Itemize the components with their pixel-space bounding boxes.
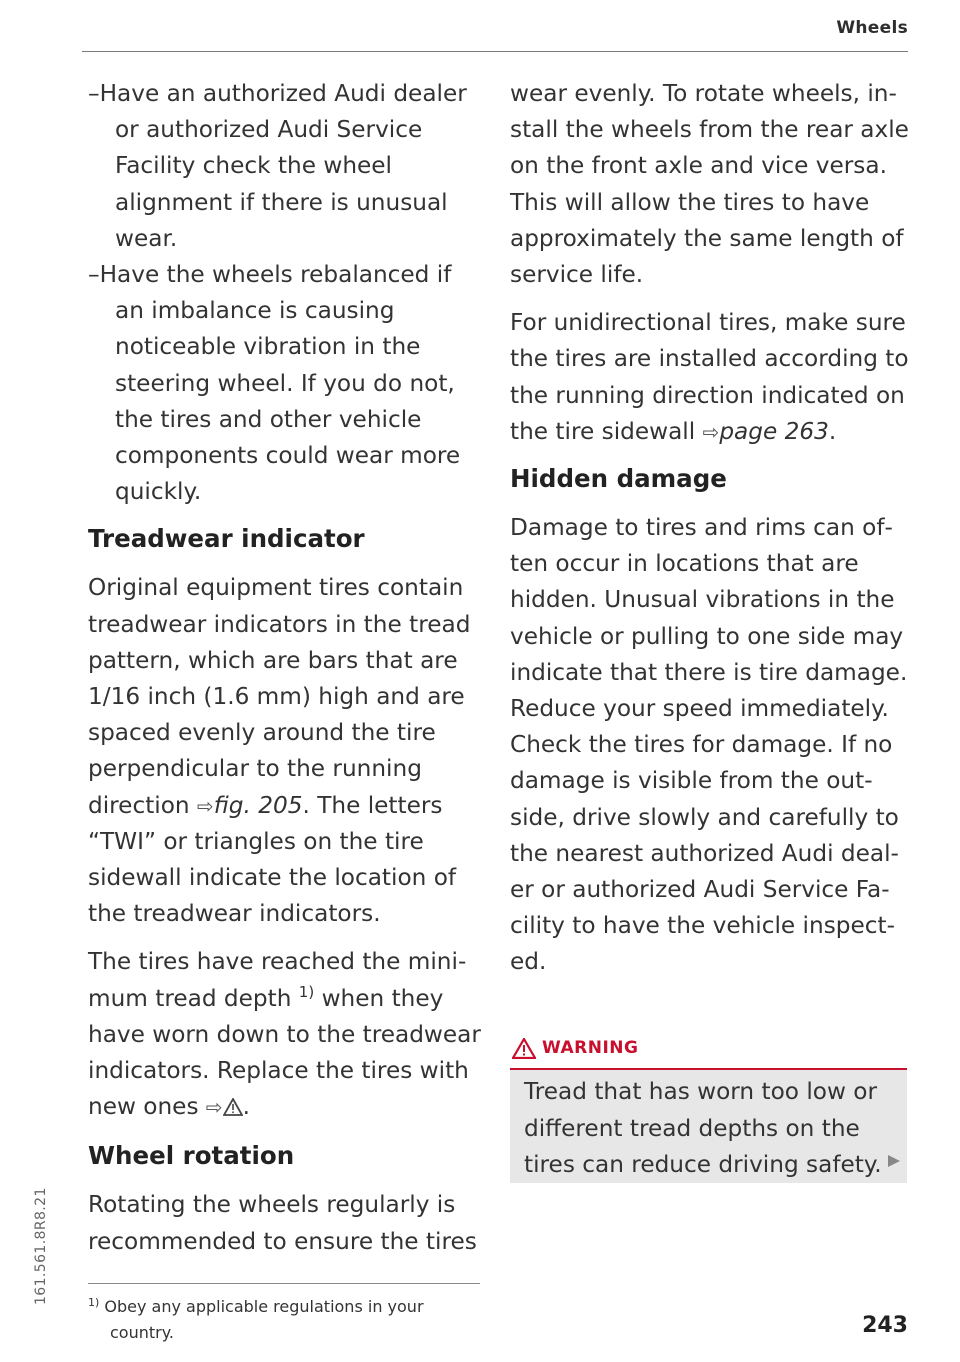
treadwear-paragraph-2: The tires have reached the minimum tread depth $^{1)}$ when they have worn down to the treadwear indicators. Replace the tires with new ones ⇨ . bbox=[88, 944, 483, 1127]
continue-arrow-icon[interactable] bbox=[886, 1153, 902, 1173]
section-heading-hidden-damage: Hidden damage bbox=[510, 464, 727, 494]
list-item: –Have an authorized Audi dealer or authorized Audi Service Facility check the wheel alignment if there is unusual wear. bbox=[88, 80, 467, 252]
paragraph-text: when they have worn down to the treadwear indicators. Replace the tires with new ones bbox=[88, 984, 481, 1121]
left-column bbox=[88, 76, 483, 1260]
figure-reference-link[interactable]: fig. 205 bbox=[213, 791, 303, 819]
page-number: 243 bbox=[862, 1313, 908, 1338]
section-heading-wheel-rotation: Wheel rotation bbox=[88, 1141, 295, 1171]
running-head: Wheels bbox=[836, 18, 908, 38]
section-heading-treadwear: Treadwear indicator bbox=[88, 524, 365, 554]
paragraph-text: For unidirectional tires, make sure the tires are installed according to the running direction indicated on the tire sidewall bbox=[510, 309, 909, 445]
rotation-paragraph: Rotating the wheels regularly is recommended to ensure the tires bbox=[88, 1191, 477, 1255]
right-column bbox=[510, 76, 910, 981]
list-item: –Have the wheels rebalanced if an imbalance is causing noticeable vibration in the steering wheel. If you do not, the tires and other vehicle components could wear more quickly. bbox=[88, 261, 461, 506]
footnote-number: 1) bbox=[88, 1296, 100, 1309]
warning-label: WARNING bbox=[542, 1038, 639, 1058]
right-arrow-icon: ⇨ bbox=[197, 793, 214, 818]
paragraph-text: Original equipment tires contain treadwear indicators in the tread pattern, which are bars that are 1/16 inch (1.6 mm) high and are spaced evenly around the tire perpendicular to the running direction bbox=[88, 574, 471, 819]
footnote-text: country. bbox=[110, 1323, 174, 1342]
warning-box bbox=[510, 1028, 907, 1183]
warning-triangle-icon bbox=[512, 1038, 536, 1063]
rotation-paragraph-continued: wear evenly. To rotate wheels, install the wheels from the rear axle on the front axle and vice versa. This will allow the tires to have approximately the same length of service life. bbox=[510, 80, 909, 289]
footnote-rule bbox=[88, 1283, 480, 1284]
unidirectional-paragraph: For unidirectional tires, make sure the tires are installed according to the running direction indicated on the tire sidewall ⇨page 263. bbox=[510, 309, 909, 445]
hidden-damage-paragraph: Damage to tires and rims can often occur in locations that are hidden. Unusual vibrations in the vehicle or pulling to one side may indicate that there is tire damage. Reduce your speed immediately. Check the tires for damage. If no damage is visible from the outside, drive slowly and carefully to the nearest authorized Audi dealer or authorized Audi Service Facility to have the vehicle inspected. bbox=[510, 514, 908, 976]
paragraph-text: The tires have reached the minimum tread depth bbox=[88, 948, 467, 1012]
footnote-text: Obey any applicable regulations in your bbox=[104, 1297, 424, 1316]
side-document-code: 161.561.8R8.21 bbox=[33, 1187, 49, 1305]
right-arrow-icon: ⇨ bbox=[702, 419, 720, 444]
treadwear-paragraph-1 bbox=[88, 570, 483, 932]
warning-text: Tread that has worn too low or different tread depths on the tires can reduce driving safety. bbox=[524, 1078, 882, 1178]
page-reference-link[interactable]: page 263 bbox=[719, 417, 829, 445]
top-rule bbox=[82, 51, 908, 52]
footnote-marker[interactable]: 1) bbox=[298, 982, 315, 1001]
paragraph-text: . The letters “TWI” or triangles on the tire sidewall indicate the location of the treadwear indicators. bbox=[88, 791, 457, 928]
warning-triangle-icon[interactable] bbox=[223, 1091, 243, 1127]
warning-header bbox=[510, 1028, 907, 1070]
footnote bbox=[88, 1290, 480, 1346]
right-arrow-icon: ⇨ bbox=[205, 1095, 223, 1120]
